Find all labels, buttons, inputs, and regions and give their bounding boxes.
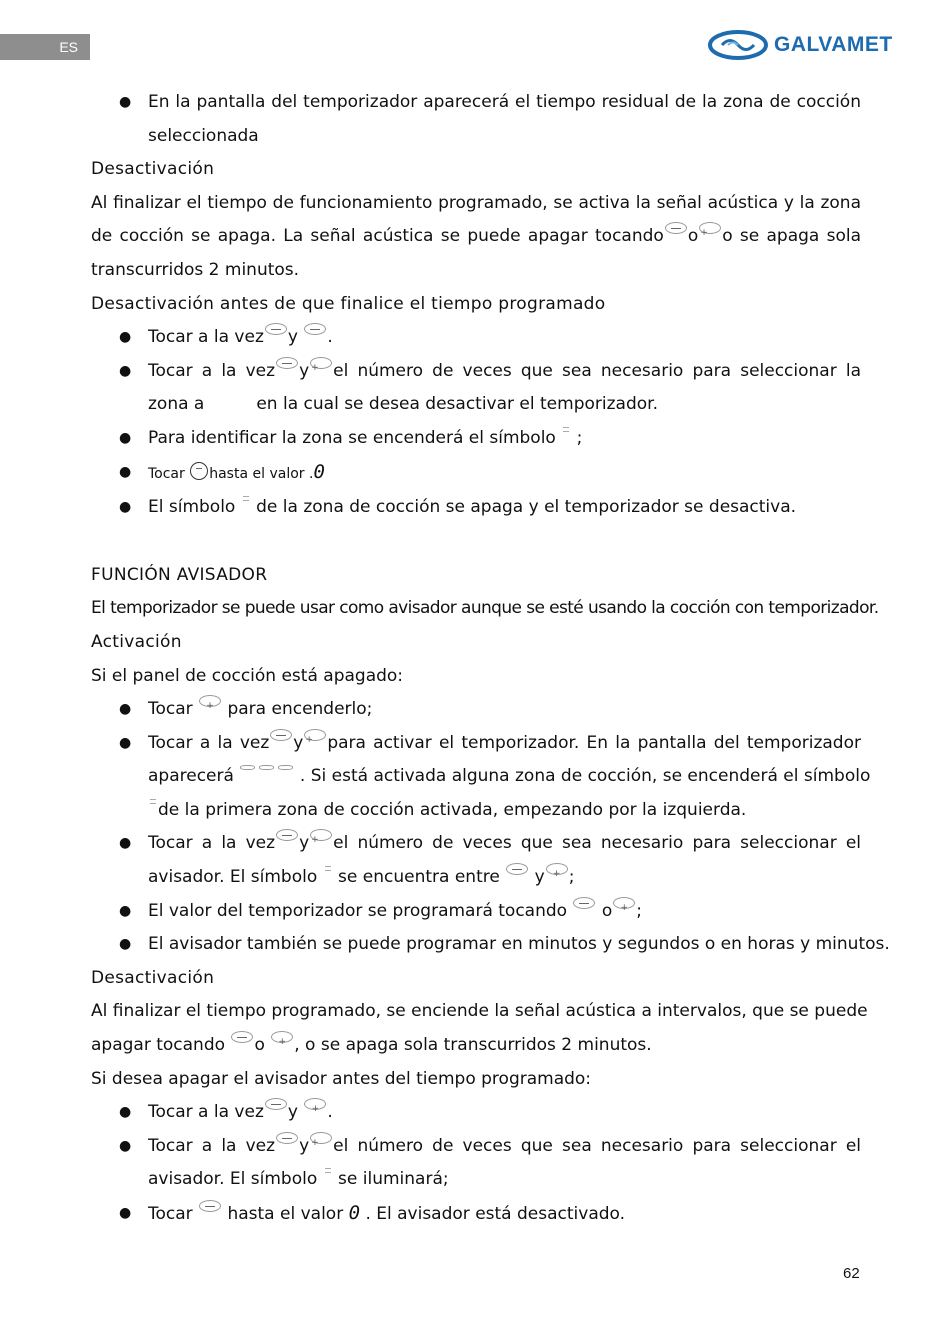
- list-item: ● Tocar a la vez y + .: [91, 1096, 861, 1130]
- zone-indicator-icon: [562, 425, 570, 435]
- bullet-icon: ●: [119, 1104, 132, 1121]
- bullet-icon: ●: [119, 429, 132, 446]
- plus-key-icon: [546, 863, 568, 875]
- text-line: En la pantalla del temporizador aparecerá el tiempo residual de la zona de cocción: [148, 92, 861, 112]
- section-heading: Desactivación: [91, 967, 215, 988]
- minus-key-icon: [231, 1031, 253, 1043]
- minus-key-icon: [190, 462, 208, 480]
- list-item: ● Tocar hasta el valor .0: [91, 456, 861, 492]
- minus-key-icon: [265, 323, 287, 335]
- minus-key-icon: [276, 357, 298, 369]
- minus-key-icon: [276, 1132, 298, 1144]
- plus-key-icon: [310, 829, 332, 841]
- minus-key-icon: [265, 1098, 287, 1110]
- minus-key-icon: [276, 829, 298, 841]
- bullet-icon: ●: [119, 835, 132, 852]
- list-item: ● El símbolo de la zona de cocción se apaga y el temporizador se desactiva.: [91, 491, 861, 525]
- section-heading: FUNCIÓN AVISADOR: [91, 564, 268, 585]
- bullet-icon: ●: [119, 463, 132, 480]
- section-heading: Desactivación antes de que finalice el tiempo programado: [91, 293, 606, 314]
- minus-key-icon: [573, 897, 595, 909]
- zone-indicator-icon: [149, 797, 157, 807]
- text-line: Si el panel de cocción está apagado:: [91, 665, 404, 686]
- plus-key-icon: [271, 1031, 293, 1043]
- list-item: ● El avisador también se puede programar en minutos y segundos o en horas y minutos.: [91, 928, 861, 962]
- language-tab: [0, 34, 90, 60]
- minus-key-icon: [199, 1200, 221, 1212]
- text-line: Si desea apagar el avisador antes del tiempo programado:: [91, 1068, 592, 1089]
- list-item: ● Tocar hasta el valor 0 . El avisador está desactivado.: [91, 1197, 861, 1232]
- text-line: Al finalizar el tiempo de funcionamiento programado, se activa la señal acústica y la zona: [91, 192, 861, 213]
- bullet-icon: ●: [119, 902, 132, 919]
- bullet-icon: ●: [119, 1205, 132, 1221]
- zone-indicator-icon: [324, 864, 332, 874]
- minus-key-icon: [270, 729, 292, 741]
- display-value: 0: [348, 1202, 361, 1224]
- plus-key-icon: [304, 1098, 326, 1110]
- brand-name: GALVAMET: [774, 33, 893, 56]
- list-item: ● Tocar a la vez y+ el número de veces que sea necesario para seleccionar el avisador. El símbolo se encuentra entre y+ ;: [91, 827, 861, 894]
- list-item: ● Tocar a la vez y+ para activar el temporizador. En la pantalla del temporizador aparecerá . Si está activada alguna zona de cocción, se encenderá el símbolo de la primera zona de cocción activada, empezando por la izquierda.: [91, 727, 861, 828]
- zone-indicator-icon: [324, 1166, 332, 1176]
- power-key-icon: [199, 695, 221, 707]
- plus-key-icon: [613, 897, 635, 909]
- galvamet-swirl-logo-icon: [708, 30, 768, 60]
- text-line: seleccionada: [148, 125, 259, 146]
- list-item: ● El valor del temporizador se programará tocando o+ ;: [91, 895, 861, 929]
- bullet-icon: ●: [119, 936, 132, 953]
- bullet-icon: ●: [119, 329, 132, 346]
- list-item: ● Tocar a la vez y+ el número de veces que sea necesario para seleccionar la zona a en la cual se desea desactivar el temporizador.: [91, 355, 861, 422]
- minus-key-icon: [304, 323, 326, 335]
- bullet-icon: ●: [119, 362, 132, 379]
- list-item: ● Tocar + para encenderlo;: [91, 693, 861, 727]
- plus-key-icon: [310, 357, 332, 369]
- list-item: [91, 86, 861, 120]
- bullet-icon: ●: [119, 94, 132, 110]
- minus-key-icon: [665, 222, 687, 234]
- plus-key-icon: [304, 729, 326, 741]
- bullet-icon: ●: [119, 734, 132, 751]
- section-heading: Desactivación: [91, 159, 215, 180]
- document-body: [91, 86, 890, 1232]
- plus-key-icon: [310, 1132, 332, 1144]
- list-item: ● Tocar a la vez y+ el número de veces que sea necesario para seleccionar el avisador. El símbolo se iluminará;: [91, 1130, 861, 1197]
- text-line: transcurridos 2 minutos.: [91, 259, 300, 280]
- text-line: El temporizador se puede usar como avisador aunque se esté usando la cocción con temporizador.: [91, 598, 879, 619]
- bullet-icon: ●: [119, 1137, 132, 1154]
- triple-dash-display-icon: [240, 763, 294, 773]
- plus-key-icon: [699, 222, 721, 234]
- page-number: 62: [843, 1265, 860, 1282]
- brand-logo: [708, 28, 893, 62]
- language-label: ES: [59, 39, 78, 55]
- text-line: Al finalizar el tiempo programado, se enciende la señal acústica a intervalos, que se puede: [91, 1001, 868, 1022]
- bullet-icon: ●: [119, 701, 132, 718]
- minus-key-icon: [506, 863, 528, 875]
- text-line: apagar tocando o + , o se apaga sola transcurridos 2 minutos.: [91, 1029, 861, 1063]
- display-value: 0: [313, 460, 325, 483]
- list-item: ● Tocar a la vez y .: [91, 321, 861, 355]
- bullet-icon: ●: [119, 499, 132, 516]
- section-heading: Activación: [91, 631, 182, 652]
- list-item: ● Para identificar la zona se encenderá el símbolo ;: [91, 422, 861, 456]
- text-line: de cocción se apaga. La señal acústica se puede apagar tocando o+ o se apaga sola: [91, 220, 861, 254]
- zone-indicator-icon: [242, 494, 250, 504]
